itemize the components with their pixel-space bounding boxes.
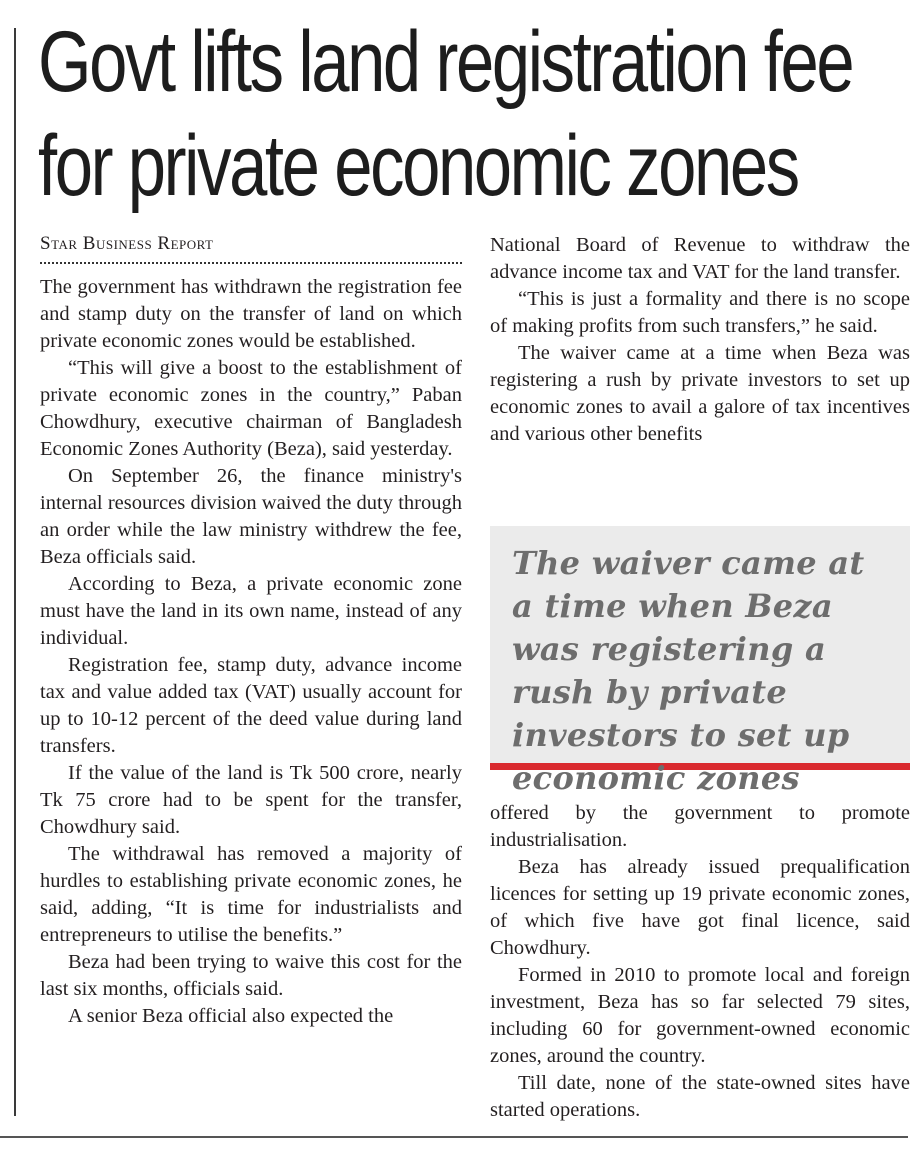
paragraph: The withdrawal has removed a majority of hurdles to establishing private economic zones, he said, adding, “It is time for industrialists and entrepreneurs to utilise the benefits.”	[40, 843, 462, 946]
article-headline: Govt lifts land registration fee for private economic zones	[38, 14, 853, 214]
paragraph: Till date, none of the state-owned sites have started operations.	[490, 1072, 910, 1121]
paragraph: If the value of the land is Tk 500 crore, nearly Tk 75 crore had to be spent for the transfer, Chowdhury said.	[40, 762, 462, 838]
column-rule-left	[14, 28, 16, 1116]
paragraph: A senior Beza official also expected the	[68, 1005, 394, 1027]
paragraph: The government has withdrawn the registration fee and stamp duty on the transfer of land on which private economic zones would be established.	[40, 276, 462, 352]
paragraph: On September 26, the finance ministry's internal resources division waived the duty through an order while the law ministry withdrew the fee, Beza officials said.	[40, 465, 462, 568]
byline: Star Business Report	[40, 233, 214, 254]
article-column-left	[40, 232, 462, 1030]
article-column-right-top	[490, 232, 910, 448]
byline-divider	[40, 262, 462, 264]
paragraph: Beza had been trying to waive this cost for the last six months, officials said.	[40, 951, 462, 1000]
pull-quote-text: The waiver came at a time when Beza was registering a rush by private investors to set up economic zones	[512, 544, 865, 797]
article-column-right-bottom	[490, 800, 910, 1124]
paragraph: The waiver came at a time when Beza was registering a rush by private investors to set up economic zones to avail a galore of tax incentives and various other benefits	[490, 342, 910, 445]
paragraph: “This will give a boost to the establishment of private economic zones in the country,” Paban Chowdhury, executive chairman of Bangladesh Economic Zones Authority (Beza), said yesterday.	[40, 357, 462, 460]
paragraph: “This is just a formality and there is no scope of making profits from such transfers,” he said.	[490, 288, 910, 337]
bottom-rule	[0, 1136, 908, 1138]
paragraph: According to Beza, a private economic zone must have the land in its own name, instead of any individual.	[40, 573, 462, 649]
pull-quote-box	[490, 526, 910, 797]
paragraph: Registration fee, stamp duty, advance income tax and value added tax (VAT) usually account for up to 10-12 percent of the deed value during land transfers.	[40, 654, 462, 757]
paragraph: offered by the government to promote industrialisation.	[490, 802, 910, 851]
paragraph: National Board of Revenue to withdraw the advance income tax and VAT for the land transfer.	[490, 234, 910, 283]
paragraph: Formed in 2010 to promote local and foreign investment, Beza has so far selected 79 sites, including 60 for government-owned economic zones, around the country.	[490, 964, 910, 1067]
paragraph: Beza has already issued prequalification licences for setting up 19 private economic zones, of which five have got final licence, said Chowdhury.	[490, 856, 910, 959]
